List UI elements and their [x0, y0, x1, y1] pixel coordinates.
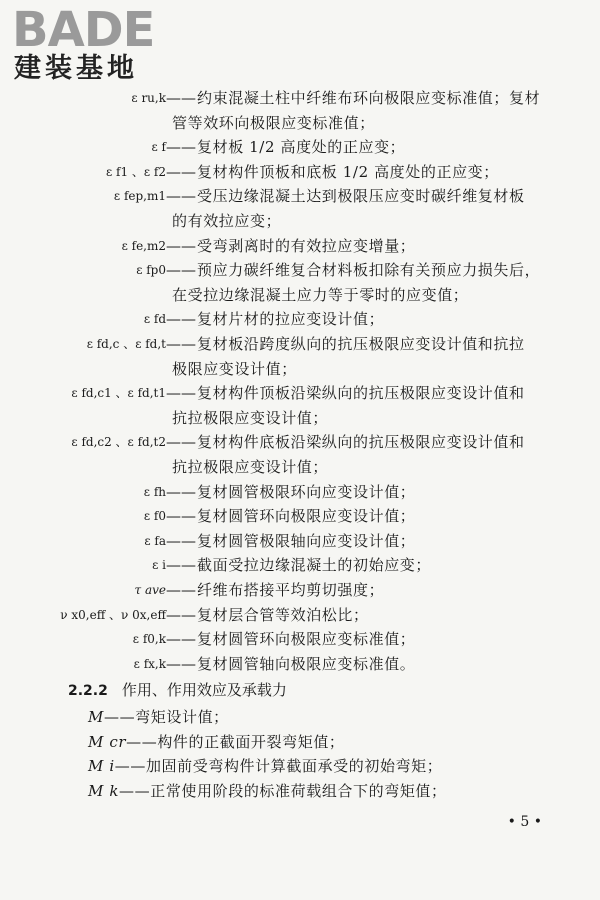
moment-definition-row: [88, 705, 229, 729]
symbol: ε f0: [143, 509, 166, 524]
definition-continuation: 抗拉极限应变设计值；: [172, 458, 329, 476]
moment-definition-row: [88, 779, 447, 803]
symbol: ε fx,k: [133, 656, 166, 671]
symbol: ε fh: [143, 484, 166, 499]
definition-text: 构件的正截面开裂弯矩值；: [157, 732, 345, 751]
symbol-definition-row: [0, 184, 600, 208]
logo-wordmark: BADE: [12, 2, 155, 58]
definition-text: 复材构件底板沿梁纵向的抗压极限应变设计值和: [197, 433, 525, 452]
symbol: ε fe,m2: [121, 238, 166, 253]
section-title: 作用、作用效应及承载力: [121, 681, 287, 700]
definition-dash: ——: [166, 89, 196, 107]
definition-dash: ——: [166, 310, 196, 329]
definition-dash: ——: [166, 261, 196, 280]
definition-dash: ——: [166, 236, 196, 255]
symbol: ε fp0: [136, 263, 166, 278]
symbol: ε f1 、ε f2: [105, 164, 166, 179]
definition-text: 复材片材的拉应变设计值；: [197, 310, 385, 329]
symbol-definition-row: [0, 258, 600, 282]
symbol: ε ru,k: [131, 91, 166, 105]
symbol-definition-row: [0, 86, 600, 110]
logo-chinese-text: 建装基地: [14, 53, 138, 84]
symbol: ε f0,k: [132, 632, 166, 647]
section-number: 2.2.2: [68, 683, 108, 700]
definition-continuation: 在受拉边缘混凝土应力等于零时的应变值；: [172, 285, 469, 304]
symbol-definition-row: [0, 578, 600, 602]
definition-dash: ——: [119, 781, 151, 800]
symbol-definition-row: [0, 652, 600, 676]
definition-text: 加固前受弯构件计算截面承受的初始弯矩；: [145, 757, 443, 776]
symbol: ε fa: [144, 533, 166, 548]
symbol: τ ave: [134, 583, 166, 597]
symbol: ε fd,c1 、ε fd,t1: [71, 386, 166, 401]
definition-dash: ——: [166, 507, 196, 526]
symbol-definition-row: [0, 553, 600, 577]
definition-text: 正常使用阶段的标准荷载组合下的弯矩值；: [150, 781, 447, 800]
definition-dash: ——: [103, 708, 136, 726]
section-heading: [68, 678, 287, 703]
definition-dash: ——: [166, 581, 196, 599]
definition-continuation: 管等效环向极限应变标准值；: [172, 113, 375, 132]
symbol-definition-row: [0, 480, 600, 504]
definition-dash: ——: [126, 732, 158, 751]
symbol: ε f: [151, 140, 166, 155]
moment-definition-row: [88, 730, 345, 754]
definition-dash: ——: [114, 757, 146, 776]
definition-dash: ——: [166, 531, 196, 550]
definition-text: 复材圆管轴向极限应变标准值。: [197, 654, 416, 673]
definition-continuation: 的有效拉应变；: [172, 212, 282, 230]
definition-text: 受弯剥离时的有效拉应变增量；: [197, 236, 416, 255]
definition-dash: ——: [166, 384, 196, 403]
definition-dash: ——: [166, 654, 196, 673]
symbol: ε fd,c 、ε fd,t: [86, 337, 166, 351]
symbol-definition-row: [0, 529, 600, 553]
symbol: ε fd: [143, 312, 166, 327]
symbol-definition-row: [0, 234, 600, 258]
moment-definition-row: [88, 754, 442, 778]
definition-dash: ——: [166, 630, 196, 649]
definition-text: 复材构件顶板和底板 1/2 高度处的正应变；: [197, 162, 499, 181]
symbol-definition-row: [0, 381, 600, 405]
definition-text: 复材圆管极限轴向应变设计值；: [197, 531, 416, 550]
symbol-definition-row: [0, 627, 600, 651]
definition-text: 纤维布搭接平均剪切强度；: [197, 581, 385, 599]
definition-text: 复材圆管环向极限应变设计值；: [197, 507, 416, 526]
definition-dash: ——: [166, 138, 196, 157]
symbol-definition-row: [0, 504, 600, 528]
moment-symbol: M k: [88, 781, 120, 800]
definition-text: 复材层合管等效泊松比；: [197, 605, 369, 624]
symbol: ε i: [152, 558, 166, 573]
definition-text: 复材板沿跨度纵向的抗压极限应变设计值和抗拉: [197, 335, 525, 353]
symbol-definition-row: [0, 430, 600, 454]
definition-text: 复材圆管环向极限应变标准值；: [197, 630, 416, 649]
definition-dash: ——: [166, 187, 196, 206]
symbol: ν x0,eff 、ν 0x,eff: [60, 607, 166, 622]
moment-symbol: M: [88, 708, 104, 726]
definition-dash: ——: [166, 556, 196, 575]
moment-symbol: M i: [88, 757, 115, 776]
moment-symbol: M cr: [88, 732, 127, 751]
definition-dash: ——: [166, 433, 196, 452]
symbol-definition-row: [0, 332, 600, 356]
definition-dash: ——: [166, 162, 196, 181]
definition-text: 弯矩设计值；: [135, 708, 229, 726]
definition-text: 复材板 1/2 高度处的正应变；: [197, 138, 406, 157]
definition-dash: ——: [166, 605, 196, 624]
definition-text: 受压边缘混凝土达到极限压应变时碳纤维复材板: [197, 187, 525, 206]
definition-continuation: 抗拉极限应变设计值；: [172, 408, 329, 427]
definition-text: 约束混凝土柱中纤维布环向极限应变标准值；复材: [197, 89, 541, 107]
symbol-definition-row: [0, 160, 600, 184]
symbol: ε fd,c2 、ε fd,t2: [71, 435, 166, 450]
definition-dash: ——: [166, 482, 196, 501]
definition-text: 复材构件顶板沿梁纵向的抗压极限应变设计值和: [197, 384, 525, 403]
symbol: ε fep,m1: [113, 189, 166, 204]
definition-text: 预应力碳纤维复合材料板扣除有关预应力损失后，: [197, 261, 541, 280]
definition-dash: ——: [166, 335, 196, 353]
definition-continuation: 极限应变设计值；: [172, 359, 297, 378]
symbol-definition-row: [0, 603, 600, 627]
page-number: • 5 •: [507, 814, 542, 830]
definition-text: 复材圆管极限环向应变设计值；: [197, 482, 416, 501]
symbol-definition-row: [0, 307, 600, 331]
definition-text: 截面受拉边缘混凝土的初始应变；: [197, 556, 432, 575]
symbol-definition-row: [0, 135, 600, 159]
